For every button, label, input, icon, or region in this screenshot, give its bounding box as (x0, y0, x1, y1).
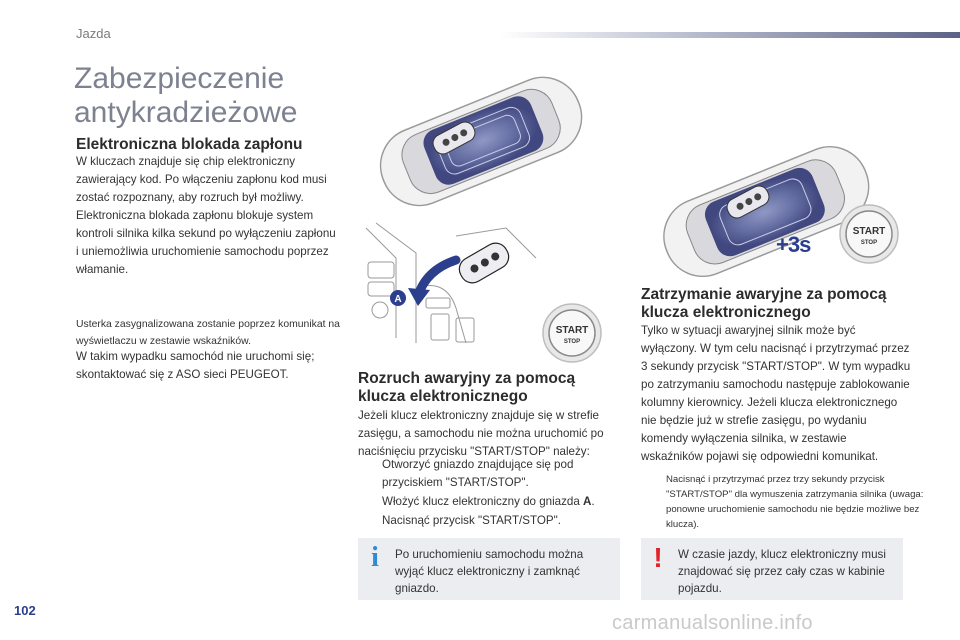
section-label: Jazda (76, 26, 111, 41)
emergency-stop-body: Tylko w sytuacji awaryjnej silnik może być wyłączony. W tym celu nacisnąć i przytrzymać przez 3 sekundy przycisk "START/STOP". W tym wypadku po zatrzymaniu samochodu następuje zablokowanie kolumny kierownicy. Jeżeli klucza elektronicznego nie będzie już w strefie zasięgu, po wydaniu komendy wyłączenia silnika, w zestawie wskaźników pojawi się odpowiedni komunikat. (641, 324, 911, 463)
page-title: Zabezpieczenie antykradzieżowe (74, 62, 298, 129)
button-label-stop: STOP (563, 339, 581, 345)
emergency-start-heading: Rozruch awaryjny za pomocą klucza elektronicznego (358, 370, 576, 405)
list-item: Otworzyć gniazdo znajdujące się pod przyciskiem "START/STOP". (382, 458, 574, 489)
button2-label-stop: STOP (860, 240, 878, 246)
list-item: Włożyć klucz elektroniczny do gniazda A. (382, 495, 595, 508)
immobiliser-heading: Elektroniczna blokada zapłonu (76, 136, 303, 153)
warning-note-box (641, 538, 903, 600)
list-item: Nacisnąć przycisk "START/STOP". (382, 514, 561, 527)
start-stop-button-hold-icon (838, 203, 900, 265)
car-range-illustration (346, 64, 608, 219)
immobiliser-fault-body: W takim wypadku samochód nie uruchomi się; skontaktować się z ASO sieci PEUGEOT. (76, 350, 315, 381)
hold-duration-label: +3s (776, 232, 811, 257)
emergency-stop-heading: Zatrzymanie awaryjne za pomocą klucza elektronicznego (641, 286, 887, 321)
button2-label-start: START (852, 226, 886, 237)
immobiliser-fault-note: Usterka zasygnalizowana zostanie poprzez komunikat na wyświetlaczu w zestawie wskaźników. (76, 319, 340, 347)
header-bar (500, 32, 960, 38)
emergency-start-steps (358, 456, 623, 531)
info-icon: i (371, 542, 379, 573)
info-note-box (358, 538, 620, 600)
button-label-start: START (555, 325, 589, 336)
emergency-start-body: Jeżeli klucz elektroniczny znajduje się w strefie zasięgu, a samochodu nie można uruchomić po naciśnięciu przycisku "START/STOP" należy: (358, 409, 604, 458)
page-number: 102 (14, 603, 36, 618)
slot-label-a: A (394, 294, 402, 305)
start-stop-button-icon (541, 302, 603, 364)
footer-watermark: carmanualsonline.info (612, 612, 813, 634)
list-item: Nacisnąć i przytrzymać przez trzy sekundy przycisk "START/STOP" dla wymuszenia zatrzymania silnika (uwaga: ponowne uruchomienie samochodu nie będzie możliwe bez klucza). (666, 474, 924, 530)
emergency-stop-note (641, 472, 931, 532)
warning-icon: ! (653, 542, 663, 573)
info-note-text: Po uruchomieniu samochodu można wyjąć klucz elektroniczny i zamknąć gniazdo. (395, 548, 584, 595)
immobiliser-body: W kluczach znajduje się chip elektroniczny zawierający kod. Po włączeniu zapłonu kod musi zostać rozpoznany, aby rozruch był możliwy. Elektroniczna blokada zapłonu blokuje system kontroli silnika kilka sekund po wyłączeniu zapłonu i uniemożliwia uruchomienie samochodu poprzez włamanie. (76, 155, 336, 276)
warning-note-text: W czasie jazdy, klucz elektroniczny musi znajdować się przez cały czas w kabinie pojazdu. (678, 548, 886, 595)
